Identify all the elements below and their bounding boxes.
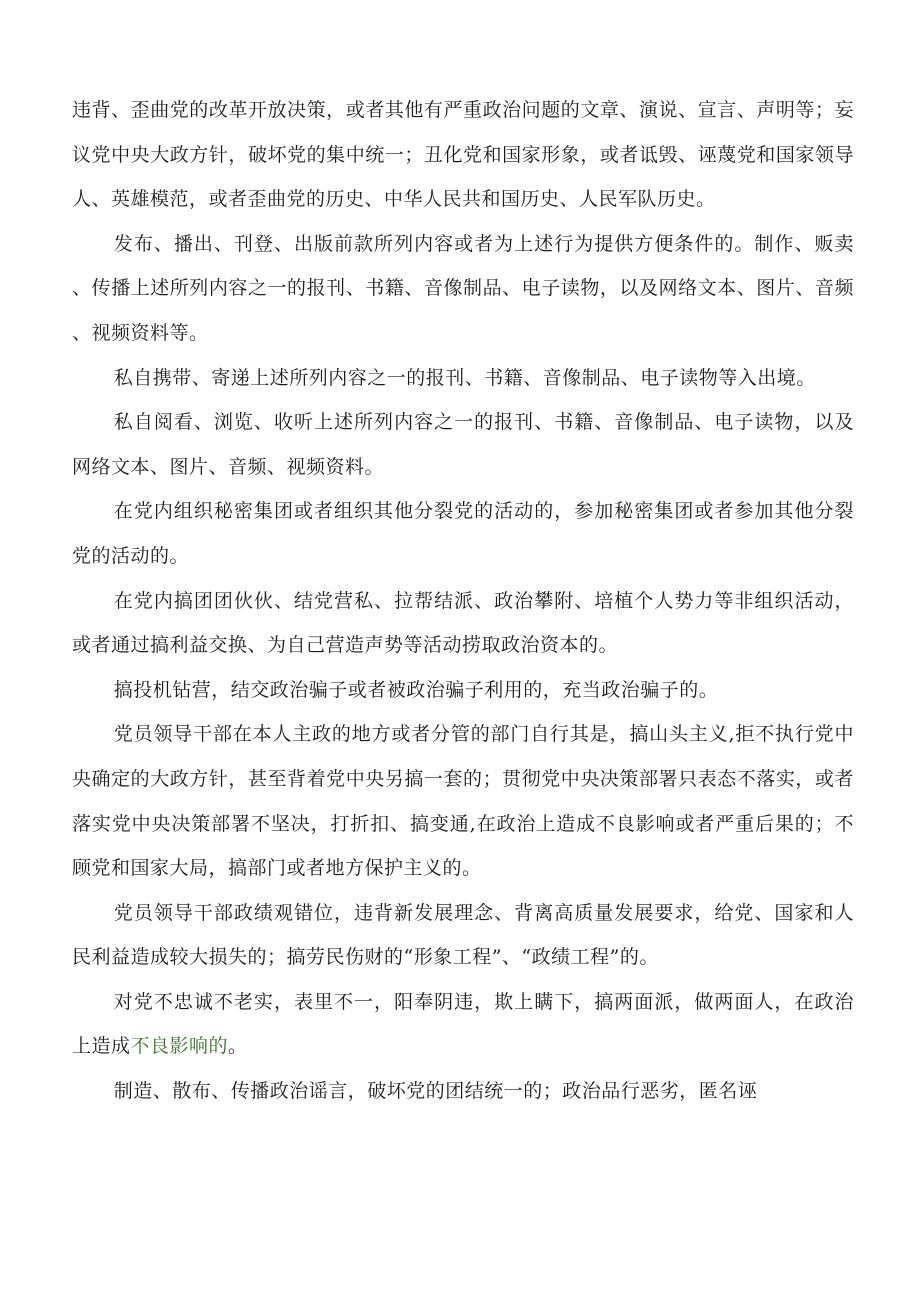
paragraph: 党员领导干部政绩观错位，违背新发展理念、背离高质量发展要求，给党、国家和人民利益造成较大损失的；搞劳民伤财的“形象工程”、“政绩工程”的。 xyxy=(72,901,854,969)
paragraph xyxy=(72,980,854,1069)
paragraph: 私自阅看、浏览、收听上述所列内容之一的报刊、书籍、音像制品、电子读物，以及网络文本、图片、音频、视频资料。 xyxy=(72,411,854,478)
highlighted-text: 不良影响的 xyxy=(130,1035,229,1058)
paragraph: 私自携带、寄递上述所列内容之一的报刊、书籍、音像制品、电子读物等入出境。 xyxy=(113,366,816,389)
paragraph: 在党内搞团团伙伙、结党营私、拉帮结派、政治攀附、培植个人势力等非组织活动，或者通过搞利益交换、为自己营造声势等活动捞取政治资本的。 xyxy=(72,589,854,657)
paragraph: 搞投机钻营，结交政治骗子或者被政治骗子利用的，充当政治骗子的。 xyxy=(113,678,719,701)
paragraph-text: 对党不忠诚不老实，表里不一，阳奉阴违，欺上瞒下，搞两面派，做两面人，在政治上造成 xyxy=(72,990,854,1058)
document-body xyxy=(72,88,854,1114)
paragraph: 发布、播出、刊登、出版前款所列内容或者为上述行为提供方便条件的。制作、贩卖、传播上述所列内容之一的报刊、书籍、音像制品、电子读物，以及网络文本、图片、音频、视频资料等。 xyxy=(72,232,854,344)
paragraph-text: 。 xyxy=(228,1035,248,1058)
paragraph: 在党内组织秘密集团或者组织其他分裂党的活动的，参加秘密集团或者参加其他分裂党的活动的。 xyxy=(72,500,854,567)
paragraph: 党员领导干部在本人主政的地方或者分管的部门自行其是，搞山头主义,拒不执行党中央确定的大政方针，甚至背着党中央另搞一套的；贯彻党中央决策部署只表态不落实，或者落实党中央决策部署不坚决，打折扣、搞变通,在政治上造成不良影响或者严重后果的；不顾党和国家大局，搞部门或者地方保护主义的。 xyxy=(72,723,854,880)
paragraph: 违背、歪曲党的改革开放决策，或者其他有严重政治问题的文章、演说、宣言、声明等；妄议党中央大政方针，破坏党的集中统一；丑化党和国家形象，或者诋毁、诬蔑党和国家领导人、英雄模范，或者歪曲党的历史、中华人民共和国历史、人民军队历史。 xyxy=(72,99,854,211)
paragraph: 制造、散布、传播政治谣言，破坏党的团结统一的；政治品行恶劣，匿名诬 xyxy=(113,1080,758,1103)
